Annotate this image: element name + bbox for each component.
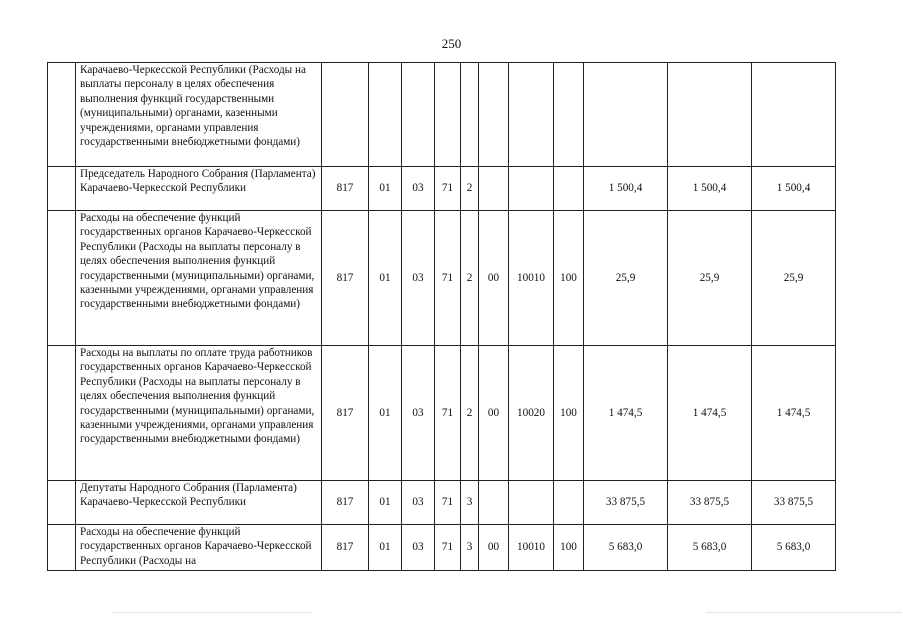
row-vr [554,167,584,211]
row-blank-cell [48,63,76,167]
row-name: Расходы на выплаты по оплате труда работников государственных органов Карачаево-Черкесской Республики (Расходы на выплаты персоналу в целях обеспечения выполнения функций государственными (муниципальными) органами, казенными учреждениями, органами управления государственными внебюджетными фондами) [76,346,322,481]
row-blank-cell [48,167,76,211]
row-program [435,63,461,167]
row-rz: 01 [369,346,402,481]
row-rz: 01 [369,211,402,346]
row-blank-cell [48,481,76,525]
row-direction: 00 [479,525,509,571]
row-name: Карачаево-Черкесской Республики (Расходы на выплаты персоналу в целях обеспечения выполнения функций государственными (муниципальными) органами, казенными учреждениями, органами управления государственными внебюджетными фондами) [76,63,322,167]
row-ved [322,63,369,167]
row-program: 71 [435,167,461,211]
row-rz: 01 [369,481,402,525]
table-row [48,211,836,346]
row-program: 71 [435,346,461,481]
row-subprogram [461,63,479,167]
row-name: Депутаты Народного Собрания (Парламента) Карачаево-Черкесской Республики [76,481,322,525]
row-name: Председатель Народного Собрания (Парламента) Карачаево-Черкесской Республики [76,167,322,211]
row-sum-3: 33 875,5 [752,481,836,525]
scan-line-left [112,612,312,613]
row-direction: 00 [479,211,509,346]
row-blank-cell [48,525,76,571]
row-vr [554,481,584,525]
row-sum-2: 25,9 [668,211,752,346]
row-rz: 01 [369,525,402,571]
row-rz [369,63,402,167]
row-sum-3: 1 474,5 [752,346,836,481]
row-ved: 817 [322,211,369,346]
row-vr: 100 [554,346,584,481]
row-sum-1 [584,63,668,167]
row-sum-3: 1 500,4 [752,167,836,211]
row-sum-2: 1 474,5 [668,346,752,481]
row-sum-1: 33 875,5 [584,481,668,525]
row-vr: 100 [554,211,584,346]
row-sum-2: 33 875,5 [668,481,752,525]
row-sum-2: 1 500,4 [668,167,752,211]
table-row [48,481,836,525]
row-sum-2 [668,63,752,167]
row-subprogram: 3 [461,525,479,571]
row-pr: 03 [402,481,435,525]
table-row [48,63,836,167]
row-ved: 817 [322,525,369,571]
row-ved: 817 [322,167,369,211]
row-subprogram: 3 [461,481,479,525]
row-sum-3: 25,9 [752,211,836,346]
table-row [48,167,836,211]
table-row [48,346,836,481]
row-code [509,481,554,525]
row-sum-1: 1 474,5 [584,346,668,481]
row-name: Расходы на обеспечение функций государственных органов Карачаево-Черкесской Республики (Расходы на [76,525,322,571]
row-pr: 03 [402,167,435,211]
row-rz: 01 [369,167,402,211]
row-subprogram: 2 [461,211,479,346]
row-sum-1: 25,9 [584,211,668,346]
row-program: 71 [435,525,461,571]
row-pr: 03 [402,211,435,346]
row-sum-3: 5 683,0 [752,525,836,571]
row-direction [479,167,509,211]
row-code: 10010 [509,525,554,571]
row-ved: 817 [322,346,369,481]
row-pr: 03 [402,346,435,481]
row-direction [479,481,509,525]
row-code: 10010 [509,211,554,346]
row-code: 10020 [509,346,554,481]
budget-table [47,62,836,571]
row-blank-cell [48,211,76,346]
row-direction [479,63,509,167]
page-number: 250 [441,36,462,51]
row-sum-1: 1 500,4 [584,167,668,211]
row-direction: 00 [479,346,509,481]
row-blank-cell [48,346,76,481]
row-pr [402,63,435,167]
table-row [48,525,836,571]
row-program: 71 [435,211,461,346]
row-vr: 100 [554,525,584,571]
row-sum-2: 5 683,0 [668,525,752,571]
row-subprogram: 2 [461,167,479,211]
row-sum-3 [752,63,836,167]
row-code [509,63,554,167]
scan-line-right [706,612,902,613]
row-name: Расходы на обеспечение функций государственных органов Карачаево-Черкесской Республики (Расходы на выплаты персоналу в целях обеспечения выполнения функций государственными (муниципальными) органами, казенными учреждениями, органами управления государственными внебюджетными фондами) [76,211,322,346]
row-pr: 03 [402,525,435,571]
row-code [509,167,554,211]
row-sum-1: 5 683,0 [584,525,668,571]
row-vr [554,63,584,167]
row-program: 71 [435,481,461,525]
row-ved: 817 [322,481,369,525]
row-subprogram: 2 [461,346,479,481]
